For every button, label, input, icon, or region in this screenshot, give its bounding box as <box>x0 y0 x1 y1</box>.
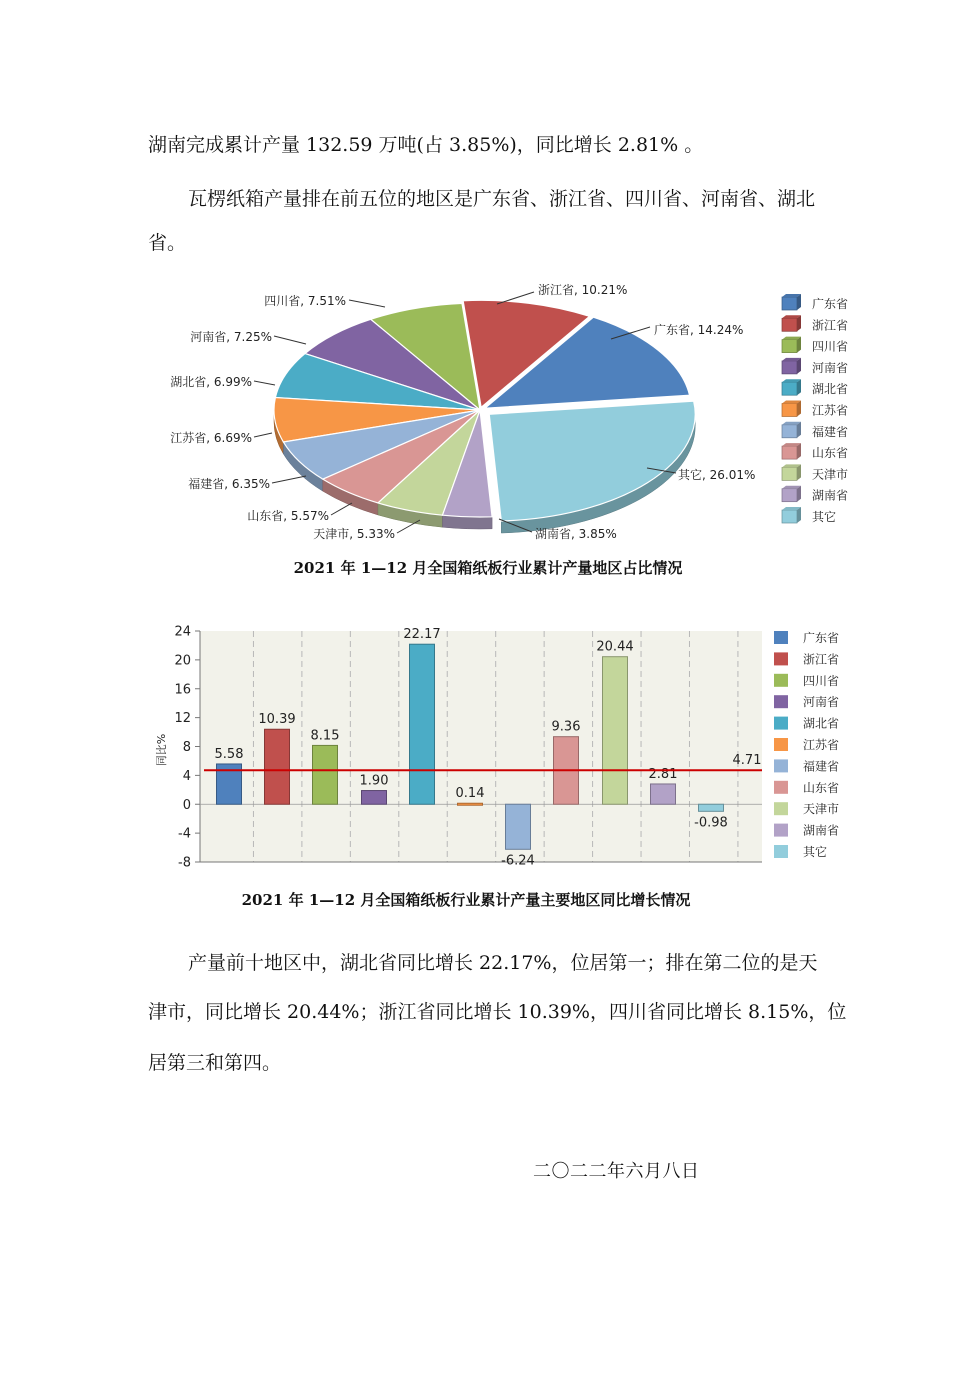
bar-legend-label: 河南省 <box>803 695 840 710</box>
bar-湖南省 <box>651 784 676 804</box>
bar-福建省 <box>506 804 531 849</box>
bar-y-tick-label: 16 <box>174 682 191 698</box>
pie-data-label: 江苏省, 6.69% <box>170 431 252 445</box>
pie-legend-label: 其它 <box>812 510 837 524</box>
bar-legend-label: 其它 <box>803 845 828 859</box>
bar-y-tick-label: -4 <box>178 826 191 842</box>
bar-legend-label: 江苏省 <box>803 738 840 752</box>
bar-legend-swatch <box>774 631 788 644</box>
bar-average-label: 4.71 <box>732 753 762 769</box>
bar-legend <box>774 630 839 859</box>
paragraph-growth-line2: 津市，同比增长 20.44%；浙江省同比增长 10.39%，四川省同比增长 8.15%，位 <box>148 1001 847 1023</box>
paragraph-hunan-output: 湖南完成累计产量 132.59 万吨(占 3.85%)，同比增长 2.81% 。 <box>148 134 704 156</box>
bar-legend-swatch <box>774 845 788 858</box>
bar-data-label: 10.39 <box>258 712 296 728</box>
bar-y-tick-label: 4 <box>182 768 191 784</box>
bar-data-label: 22.17 <box>403 627 441 643</box>
bar-legend-label: 湖南省 <box>803 823 840 838</box>
bar-data-label: 0.14 <box>455 786 485 802</box>
bar-四川省 <box>313 745 338 804</box>
pie-data-label: 浙江省, 10.21% <box>538 283 628 297</box>
bar-legend-label: 四川省 <box>803 673 840 688</box>
bar-data-label: 5.58 <box>214 746 244 762</box>
bar-y-tick-label: 12 <box>174 711 191 727</box>
bar-天津市 <box>603 657 628 805</box>
pie-legend-label: 湖北省 <box>812 382 849 397</box>
bar-legend-swatch <box>774 781 788 794</box>
bar-legend-label: 广东省 <box>803 631 840 645</box>
bar-chart-title: 2021 年 1—12 月全国箱纸板行业累计产量主要地区同比增长情况 <box>241 891 691 909</box>
bar-data-label: 9.36 <box>551 719 581 735</box>
bar-legend-swatch <box>774 652 788 665</box>
bar-legend-swatch <box>774 738 788 751</box>
pie-legend-label: 福建省 <box>812 424 849 439</box>
pie-legend-label: 广东省 <box>812 297 849 311</box>
pie-data-label: 湖南省, 3.85% <box>535 527 617 541</box>
bar-legend-swatch <box>774 802 788 815</box>
bar-legend-swatch <box>774 695 788 708</box>
document-date: 二〇二二年六月八日 <box>533 1161 700 1182</box>
bar-y-axis-label: 同比% <box>155 733 168 767</box>
bar-legend-swatch <box>774 759 788 772</box>
pie-data-label: 山东省, 5.57% <box>247 509 329 523</box>
paragraph-growth-line3: 居第三和第四。 <box>148 1052 282 1074</box>
pie-data-label: 河南省, 7.25% <box>190 330 272 344</box>
bar-data-label: 20.44 <box>596 639 634 655</box>
bar-data-label: 1.90 <box>359 773 389 789</box>
bar-legend-label: 浙江省 <box>803 652 840 667</box>
pie-legend-label: 山东省 <box>812 446 849 461</box>
bar-legend-label: 福建省 <box>803 759 840 774</box>
pie-legend-label: 浙江省 <box>812 318 849 333</box>
pie-data-label: 湖北省, 6.99% <box>170 375 252 389</box>
pie-legend-label: 河南省 <box>812 360 849 375</box>
bar-data-label: 8.15 <box>310 728 340 744</box>
bar-其它 <box>699 804 724 811</box>
pie-data-label: 广东省, 14.24% <box>654 323 744 337</box>
bar-y-tick-label: 8 <box>182 740 191 755</box>
pie-data-label: 天津市, 5.33% <box>313 527 395 541</box>
pie-legend-label: 四川省 <box>812 339 849 354</box>
paragraph-top-five-line1: 瓦楞纸箱产量排在前五位的地区是广东省、浙江省、四川省、河南省、湖北 <box>188 188 816 210</box>
pie-chart-title: 2021 年 1—12 月全国箱纸板行业累计产量地区占比情况 <box>293 559 683 577</box>
pie-legend-label: 湖南省 <box>812 488 849 503</box>
bar-legend-swatch <box>774 717 788 730</box>
bar-y-tick-label: 20 <box>174 653 191 669</box>
pie-legend-label: 江苏省 <box>812 403 849 418</box>
bar-legend-label: 山东省 <box>803 780 840 795</box>
pie-data-label: 其它, 26.01% <box>678 468 756 482</box>
bar-浙江省 <box>265 729 290 804</box>
bar-江苏省 <box>458 803 483 805</box>
bar-y-tick-label: -8 <box>178 855 191 871</box>
bar-湖北省 <box>410 644 435 804</box>
bar-y-tick-label: 0 <box>182 797 191 813</box>
bar-data-label: -6.24 <box>501 853 535 869</box>
bar-legend-label: 天津市 <box>803 802 840 817</box>
bar-data-label: 2.81 <box>648 766 678 782</box>
bar-y-ticks <box>174 625 200 871</box>
bar-data-label: -0.98 <box>694 815 728 831</box>
pie-legend-label: 天津市 <box>812 467 849 482</box>
paragraph-growth-line1: 产量前十地区中，湖北省同比增长 22.17%，位居第一；排在第二位的是天 <box>188 952 818 974</box>
paragraph-top-five-line2: 省。 <box>148 232 187 254</box>
bar-legend-swatch <box>774 824 788 837</box>
bar-legend-swatch <box>774 674 788 687</box>
bar-legend-label: 湖北省 <box>803 716 840 731</box>
bar-河南省 <box>362 791 387 805</box>
pie-data-label: 四川省, 7.51% <box>264 294 346 308</box>
pie-data-label: 福建省, 6.35% <box>188 477 270 491</box>
bar-y-tick-label: 24 <box>174 624 191 640</box>
